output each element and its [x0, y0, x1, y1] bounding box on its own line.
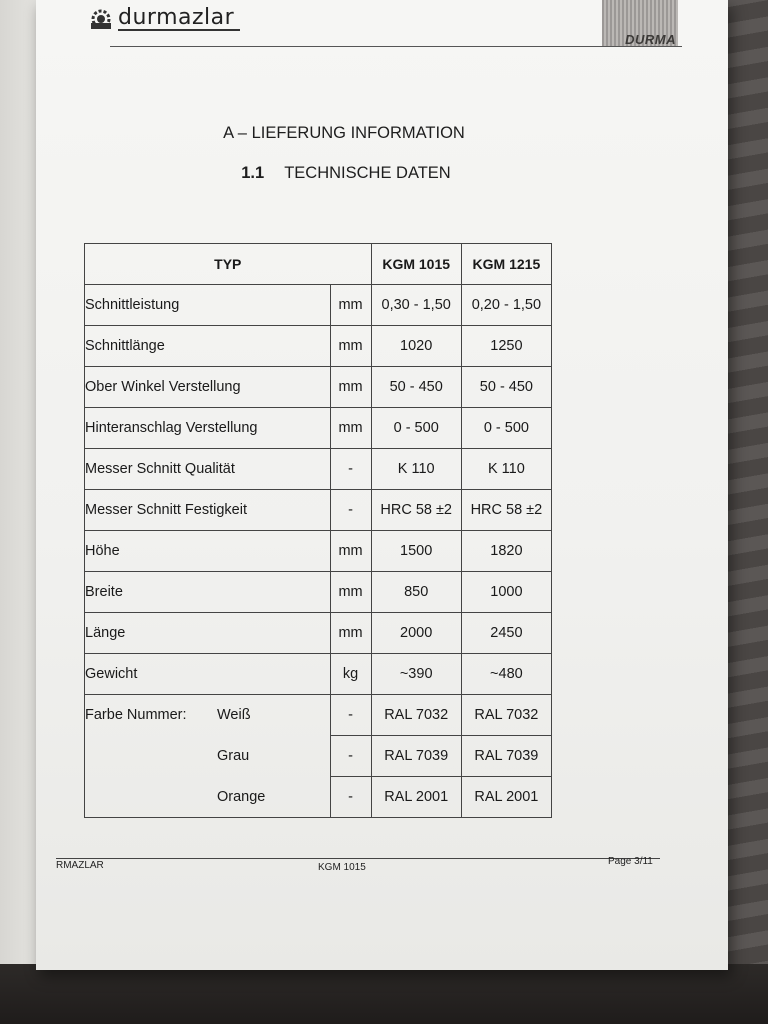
row-unit: -	[330, 449, 371, 490]
table-row	[85, 531, 552, 572]
row-value-kgm1215: ~480	[461, 654, 551, 695]
row-value-kgm1215: 1000	[461, 572, 551, 613]
row-unit: mm	[330, 285, 371, 326]
row-label: Länge	[85, 613, 331, 654]
table-row	[85, 285, 552, 326]
footer-rule	[56, 858, 660, 859]
brand-badge: DURMA	[625, 32, 676, 47]
desk-bottom	[0, 964, 768, 1024]
farbe-label-cell	[85, 777, 331, 818]
model-header-1: KGM 1015	[371, 244, 461, 285]
row-value-kgm1215: 50 - 450	[461, 367, 551, 408]
table-header-row	[85, 244, 552, 285]
durmazlar-logo	[88, 4, 240, 34]
row-value-kgm1215: 1820	[461, 531, 551, 572]
row-unit: -	[330, 777, 371, 818]
row-label: Ober Winkel Verstellung	[85, 367, 331, 408]
row-unit: -	[330, 736, 371, 777]
table-row	[85, 654, 552, 695]
section-title	[0, 164, 730, 183]
row-value-kgm1015: 0,30 - 1,50	[371, 285, 461, 326]
gear-logo-icon	[88, 7, 114, 31]
row-value-kgm1215: HRC 58 ±2	[461, 490, 551, 531]
header-rule	[110, 46, 682, 47]
row-value-kgm1215: 2450	[461, 613, 551, 654]
model-header-2: KGM 1215	[461, 244, 551, 285]
table-row	[85, 613, 552, 654]
row-label: Schnittlänge	[85, 326, 331, 367]
farbe-color-name: Grau	[217, 747, 250, 764]
row-value-kgm1215: RAL 2001	[461, 777, 551, 818]
row-label: Höhe	[85, 531, 331, 572]
row-value-kgm1015: 850	[371, 572, 461, 613]
table-row	[85, 572, 552, 613]
row-value-kgm1015: 1020	[371, 326, 461, 367]
typ-header: TYP	[85, 244, 372, 285]
row-value-kgm1215: RAL 7032	[461, 695, 551, 736]
table-row	[85, 326, 552, 367]
farbe-row	[85, 777, 552, 818]
farbe-label-cell	[85, 695, 331, 736]
row-value-kgm1015: 0 - 500	[371, 408, 461, 449]
row-value-kgm1015: 1500	[371, 531, 461, 572]
table-row	[85, 408, 552, 449]
logo-text: durmazlar	[118, 7, 240, 31]
row-value-kgm1015: HRC 58 ±2	[371, 490, 461, 531]
footer-center: KGM 1015	[318, 862, 366, 873]
farbe-color-name: Weiß	[217, 707, 251, 723]
farbe-color-name: Orange	[217, 788, 266, 805]
row-value-kgm1015: 50 - 450	[371, 367, 461, 408]
farbe-label: Farbe Nummer:	[85, 707, 187, 723]
row-value-kgm1015: RAL 7032	[371, 695, 461, 736]
row-unit: mm	[330, 367, 371, 408]
farbe-label-cell	[85, 736, 331, 777]
row-unit: mm	[330, 408, 371, 449]
row-label: Messer Schnitt Qualität	[85, 449, 331, 490]
row-value-kgm1015: RAL 7039	[371, 736, 461, 777]
row-value-kgm1215: 1250	[461, 326, 551, 367]
table-row	[85, 490, 552, 531]
row-value-kgm1215: RAL 7039	[461, 736, 551, 777]
row-unit: mm	[330, 572, 371, 613]
row-value-kgm1015: K 110	[371, 449, 461, 490]
row-value-kgm1015: RAL 2001	[371, 777, 461, 818]
farbe-row	[85, 736, 552, 777]
footer-left: RMAZLAR	[56, 860, 104, 871]
row-unit: mm	[330, 613, 371, 654]
row-value-kgm1215: 0,20 - 1,50	[461, 285, 551, 326]
row-label: Messer Schnitt Festigkeit	[85, 490, 331, 531]
page-title: A – LIEFERUNG INFORMATION	[223, 124, 465, 142]
row-label: Schnittleistung	[85, 285, 331, 326]
row-unit: mm	[330, 326, 371, 367]
section-number: 1.1	[241, 164, 265, 182]
row-value-kgm1015: 2000	[371, 613, 461, 654]
technical-data-table	[84, 243, 552, 818]
row-unit: -	[330, 695, 371, 736]
farbe-row	[85, 695, 552, 736]
row-unit: mm	[330, 531, 371, 572]
row-label: Gewicht	[85, 654, 331, 695]
row-unit: kg	[330, 654, 371, 695]
table-row	[85, 449, 552, 490]
row-value-kgm1215: 0 - 500	[461, 408, 551, 449]
page-number: Page 3/11	[608, 856, 653, 867]
row-label: Breite	[85, 572, 331, 613]
row-label: Hinteranschlag Verstellung	[85, 408, 331, 449]
row-value-kgm1215: K 110	[461, 449, 551, 490]
row-value-kgm1015: ~390	[371, 654, 461, 695]
table-row	[85, 367, 552, 408]
row-unit: -	[330, 490, 371, 531]
section-heading: TECHNISCHE DATEN	[284, 164, 451, 182]
